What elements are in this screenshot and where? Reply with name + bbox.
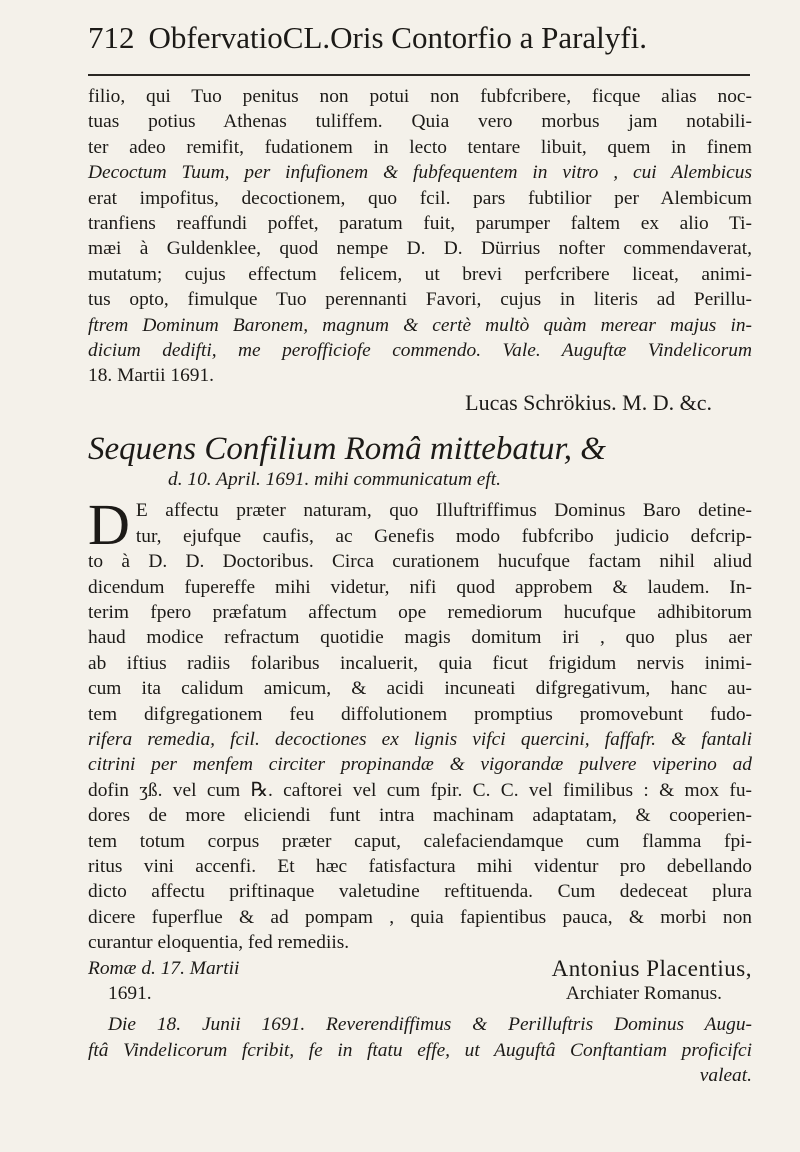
- text-line-last: valeat.: [699, 1065, 752, 1087]
- text-line: haud modice refractum quotidie magis domitum iri , quo plus aer: [88, 627, 752, 649]
- body-text: [88, 84, 752, 1089]
- drop-cap: D: [88, 492, 130, 558]
- section-heading: Sequens Confilium Româ mittebatur, &: [88, 430, 606, 467]
- text-line: dicendum fupereffe mihi videtur, nifi quod approbem & laudem. In-: [88, 576, 752, 598]
- header-rule: [88, 74, 750, 76]
- text-line: dicto affectu priftinaque valetudine reftituenda. Cum dedeceat plura: [88, 881, 752, 903]
- paragraph-final: [88, 1012, 752, 1088]
- text-line: tem totum corpus præter caput, calefaciendamque cum flamma fpi-: [88, 830, 752, 852]
- text-line: curantur eloquentia, fed remediis.: [88, 932, 350, 954]
- date-rome: Romæ d. 17. Martii: [88, 957, 240, 979]
- text-line: rifera remedia, fcil. decoctiones ex lignis vifci quercini, faffafr. & fantali: [88, 728, 752, 750]
- text-line: mutatum; cujus effectum felicem, ut brevi perfcribere liceat, animi-: [88, 263, 752, 285]
- text-line: ab iftius radiis folaribus incaluerit, quia ficut frigidum nervis inimi-: [88, 652, 752, 674]
- text-line: to à D. D. Doctoribus. Circa curationem hucufque factam nihil aliud: [88, 551, 752, 573]
- text-line: dores de more eliciendi funt intra machinam adaptatam, & cooperien-: [88, 805, 752, 827]
- text-line: erat impofitus, decoctionem, quo fcil. pars fubtilior per Alembicum: [88, 187, 752, 209]
- text-line: ftâ Vindelicorum fcribit, fe in ftatu effe, ut Auguftâ Conftantiam proficifci: [88, 1039, 752, 1061]
- text-line: cum ita calidum amicum, & acidi incuneati difgregativum, hanc au-: [88, 678, 752, 700]
- signature-schrokius: Lucas Schrökius. M. D. &c.: [465, 389, 712, 415]
- paragraph-letter-schrokius: [88, 84, 752, 417]
- paragraph-consilium: [88, 492, 752, 1006]
- signature-block-placentius-2: [88, 981, 752, 1006]
- text-line: ftrem Dominum Baronem, magnum & certè multò quàm merear majus in-: [88, 314, 752, 336]
- text-line: tuas potius Athenas tuliffem. Quia vero morbus jam notabili-: [88, 111, 752, 133]
- text-line: dicium dedifti, me perofficiofe commendo. Vale. Auguftæ Vindelicorum: [88, 340, 752, 362]
- text-line: dicere fuperflue & ad pompam , quia fapientibus pauca, & morbi non: [88, 906, 752, 928]
- signer-title: Archiater Romanus.: [565, 983, 722, 1004]
- signer-name: Antonius Placentius,: [551, 955, 752, 981]
- text-line: mæi à Guldenklee, quod nempe D. D. Dürrius nofter commendaverat,: [88, 238, 752, 260]
- text-line: ter adeo remifit, fudationem in lecto tentare libuit, quem in finem: [88, 136, 752, 158]
- text-line: tus opto, fimulque Tuo perennanti Favori, cujus in literis ad Perillu-: [88, 289, 752, 311]
- text-line: citrini per menfem circiter propinandæ & vigorandæ pulvere viperino ad: [88, 754, 752, 776]
- page-number: 712: [88, 20, 135, 55]
- text-line: E affectu præter naturam, quo Illuftriffimus Dominus Baro detine-: [135, 500, 752, 522]
- text-line: tranfiens reaffundi poffet, paratum fuit, parumper faltem ex alio Ti-: [88, 213, 752, 235]
- text-line: filio, qui Tuo penitus non potui non fubfcribere, ficque alias noc-: [88, 86, 752, 107]
- text-line: tem difgregationem feu diffolutionem promptius promovebunt fudo-: [88, 703, 752, 725]
- text-line: tur, ejufque caufis, ac Genefis modo fubfcribo judicio defcrip-: [135, 525, 752, 547]
- text-line: terim fpero præfatum affectum ope remediorum hucufque adhibitorum: [88, 601, 752, 623]
- text-line: Die 18. Junii 1691. Reverendiffimus & Perilluftris Dominus Augu-: [108, 1014, 752, 1036]
- section-subheading: d. 10. April. 1691. mihi communicatum eft.: [168, 468, 502, 490]
- date-year: 1691.: [108, 983, 152, 1004]
- signature-block-placentius: [88, 956, 752, 981]
- running-header: [88, 18, 748, 58]
- text-line: Decoctum Tuum, per infufionem & fubfequentem in vitro , cui Alembicus: [88, 162, 752, 184]
- text-line: dofin ʒß. vel cum ℞. caftorei vel cum fpir. C. C. vel fimilibus : & mox fu-: [88, 779, 752, 801]
- running-title: ObfervatioCL.Oris Contorfio a Paralyfi.: [148, 20, 647, 55]
- text-line: ritus vini accenfi. Et hæc fatisfactura mihi videntur pro debellando: [88, 855, 752, 877]
- text-line: 18. Martii 1691.: [88, 365, 215, 387]
